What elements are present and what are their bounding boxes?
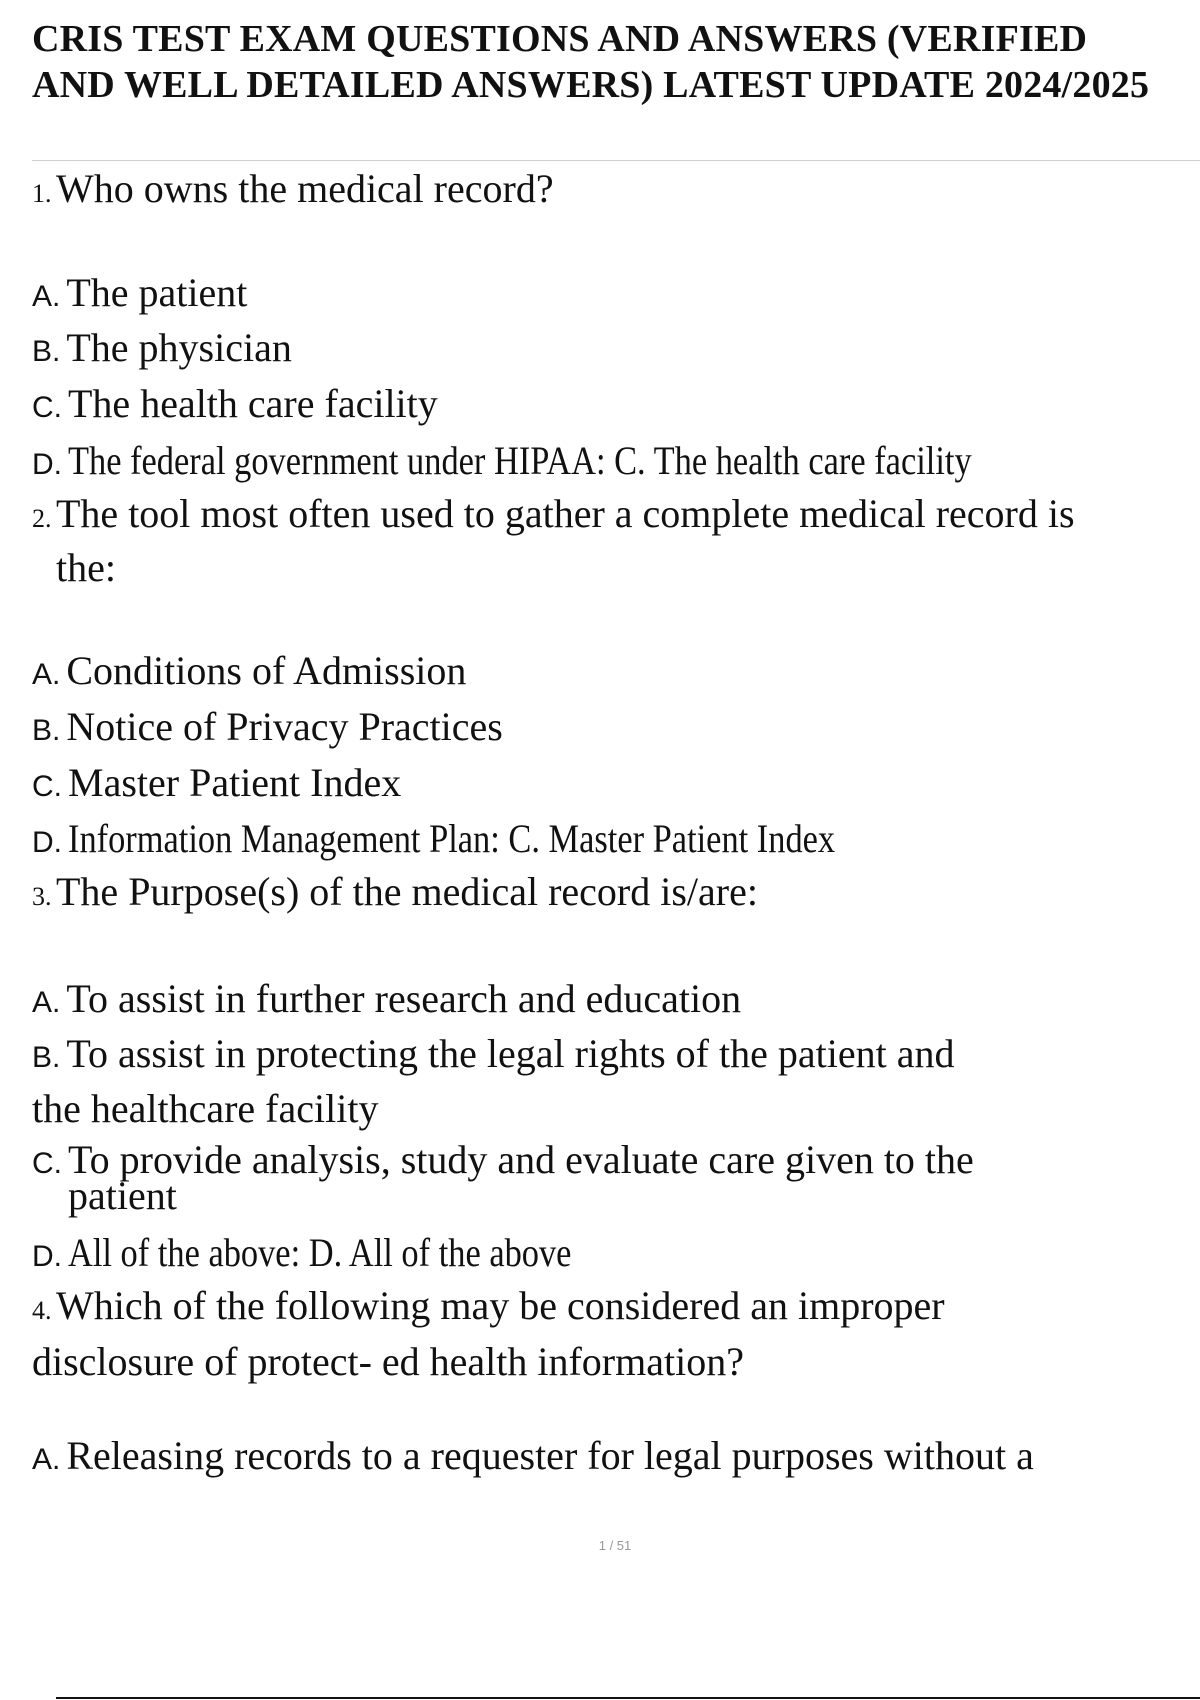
question-2-prompt: 2. The tool most often used to gather a complete medical record is: [32, 490, 1075, 543]
question-4-option-a: A. Releasing records to a requester for legal purposes without a: [32, 1433, 1034, 1478]
title-divider: [32, 160, 1200, 161]
question-3-option-d: D. All of the above: D. All of the above: [32, 1230, 572, 1275]
question-4-prompt: 4. Which of the following may be considered an improper: [32, 1282, 945, 1335]
question-4-prompt-continued: disclosure of protect- ed health information?: [32, 1339, 744, 1384]
question-3-option-c: C. To provide analysis, study and evaluate care given to the: [32, 1137, 974, 1182]
question-2-option-a: A. Conditions of Admission: [32, 648, 467, 693]
question-3-prompt: 3. The Purpose(s) of the medical record is/are:: [32, 868, 758, 921]
question-2-prompt-continued: the:: [56, 545, 116, 590]
document-title: CRIS TEST EXAM QUESTIONS AND ANSWERS (VERIFIED AND WELL DETAILED ANSWERS) LATEST UPDATE 2024/2025: [32, 18, 1150, 106]
question-2-option-d: D. Information Management Plan: C. Master Patient Index: [32, 816, 836, 861]
question-1-prompt: 1. Who owns the medical record?: [32, 165, 554, 218]
question-4-number: 4.: [32, 1296, 52, 1325]
question-3-option-a: A. To assist in further research and education: [32, 976, 742, 1021]
question-1-option-d: D. The federal government under HIPAA: C. The health care facility: [32, 438, 972, 483]
question-3-option-c-continued: patient: [68, 1173, 177, 1218]
question-1-answer: C. The health care facility: [614, 438, 972, 483]
question-1-option-a: A. The patient: [32, 270, 248, 315]
question-1-option-b: B. The physician: [32, 325, 292, 370]
question-2-option-c: C. Master Patient Index: [32, 760, 402, 805]
question-1-option-c: C. The health care facility: [32, 381, 438, 426]
page-number: 1 / 51: [598, 1538, 632, 1553]
question-3-option-b: B. To assist in protecting the legal rights of the patient and: [32, 1031, 955, 1076]
question-3-number: 3.: [32, 882, 52, 911]
question-2-answer: C. Master Patient Index: [508, 816, 836, 861]
question-1-number: 1.: [32, 179, 52, 208]
question-2-number: 2.: [32, 504, 52, 533]
question-2-option-b: B. Notice of Privacy Practices: [32, 704, 503, 749]
question-3-option-b-continued: the healthcare facility: [32, 1086, 379, 1131]
question-3-answer: D. All of the above: [308, 1230, 572, 1275]
footer-divider: [56, 1697, 1200, 1699]
